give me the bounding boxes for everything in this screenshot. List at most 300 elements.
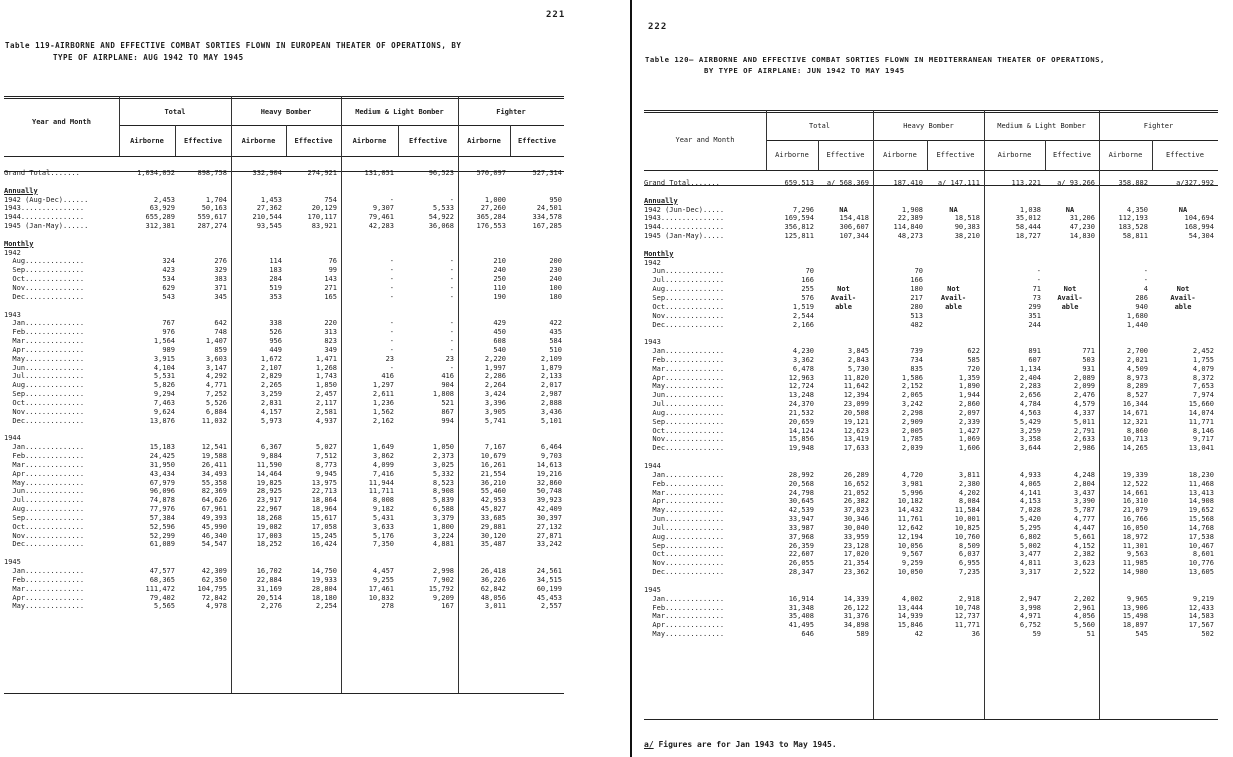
table-cell: 2,283 [1019, 382, 1041, 391]
table-cell: 31,206 [1069, 214, 1095, 223]
table-cell: 976 [162, 328, 175, 337]
table-cell: 4,811 [1019, 559, 1041, 568]
row-label: Feb.............. [4, 575, 85, 584]
row-label: Sep.............. [644, 541, 725, 550]
table-cell: 4,099 [372, 460, 394, 469]
table-cell: 3,862 [372, 452, 394, 460]
table-cell: 423 [162, 266, 175, 275]
row-label: Apr.............. [4, 593, 85, 602]
table-cell: 482 [910, 320, 923, 329]
table-row [644, 453, 1218, 462]
table-cell: 54,304 [1188, 232, 1214, 241]
table-row [644, 259, 1218, 268]
row-label: Monthly [644, 249, 674, 258]
table-cell: 167 [441, 602, 454, 611]
table-cell: Avail- [940, 293, 967, 302]
table-cell: 527,314 [532, 169, 562, 177]
table-cell: 18,897 [1122, 621, 1148, 630]
table-cell: 1,704 [205, 195, 227, 204]
table-cell: 11,711 [368, 487, 394, 496]
table-row [4, 266, 564, 275]
table-cell: 3,259 [260, 390, 282, 399]
table-cell: 17,461 [368, 584, 394, 593]
table-cell: 10,001 [954, 515, 980, 524]
table-cell: 23,917 [256, 496, 282, 505]
table-cell: Not [1063, 285, 1077, 294]
table-cell: 278 [381, 602, 394, 611]
table-cell: 3,623 [1073, 559, 1095, 568]
row-label: Sep.............. [4, 513, 85, 522]
subheader-effective: Effective [936, 151, 975, 159]
row-label: 1945 (Jan-May)..... [644, 232, 725, 241]
table-cell: 2,166 [792, 320, 814, 329]
table-cell: 1,564 [153, 337, 175, 346]
table-row [644, 515, 1218, 524]
table-cell: 50,163 [201, 204, 227, 213]
table-cell: 1,407 [205, 337, 227, 346]
table-cell: 33,959 [843, 532, 869, 541]
table-cell: 15,183 [149, 443, 175, 452]
table-cell: 58,811 [1122, 232, 1148, 241]
footnote-text: Figures are for Jan 1943 to May 1945. [653, 740, 837, 749]
table-cell: 2,961 [1073, 603, 1095, 612]
table-cell: 8,084 [958, 497, 980, 506]
table-cell: 26,289 [843, 470, 869, 479]
row-label: Jul.............. [4, 496, 85, 505]
table-cell: a/ 568,369 [826, 179, 869, 187]
table-cell: 2,089 [1073, 373, 1095, 382]
row-label: Sep.............. [644, 293, 725, 302]
table-row [4, 417, 564, 426]
table-cell: - [449, 345, 454, 354]
table-cell: 4,563 [1019, 408, 1041, 417]
table-cell: 14,613 [536, 460, 562, 469]
table-cell: 9,945 [315, 469, 337, 478]
row-label: Jun.............. [644, 391, 725, 400]
table-cell: 42,953 [480, 496, 506, 505]
table-title-line-1: Table 119-AIRBORNE AND EFFECTIVE COMBAT SORTIES FLOWN IN EUROPEAN THEATER OF OPERATIONS, BY [5, 41, 462, 50]
table-cell: 42,409 [536, 505, 562, 514]
table-cell: 1,297 [372, 381, 394, 390]
table-row [644, 197, 1218, 206]
table-cell: 6,464 [540, 443, 562, 452]
table-cell: 10,776 [1188, 559, 1214, 568]
table-cell: 210 [493, 257, 506, 266]
table-cell: 61,089 [149, 540, 175, 549]
table-cell: - [1036, 276, 1041, 285]
table-row [4, 204, 564, 213]
subheader-airborne: Airborne [997, 151, 1032, 159]
row-label: Feb.............. [4, 328, 85, 337]
table-cell: 8,527 [1126, 391, 1148, 400]
table-row [644, 418, 1218, 427]
table-row [644, 586, 1218, 595]
table-cell: 3,011 [484, 602, 506, 611]
row-label: Dec.............. [644, 320, 725, 329]
row-label: Grand Total....... [644, 179, 720, 187]
table-cell: 34,493 [201, 469, 227, 478]
table-cell: 748 [214, 328, 227, 337]
table-cell: 3,477 [1019, 550, 1041, 559]
table-cell: - [389, 275, 394, 284]
table-cell: 23 [385, 354, 394, 363]
table-cell: 2,298 [901, 408, 923, 417]
table-cell: a/ 147,111 [937, 179, 980, 187]
table-cell: 12,522 [1122, 479, 1148, 488]
table-cell: 5,295 [1019, 523, 1041, 532]
table-title-line-1: Table 120— AIRBORNE AND EFFECTIVE COMBAT SORTIES FLOWN IN MEDITERRANEAN THEATER OF OPERATIONS, [645, 55, 1105, 64]
table-cell: 18,972 [1122, 532, 1148, 541]
row-label: Mar.............. [4, 584, 85, 593]
table-cell: 42,539 [788, 506, 814, 515]
table-cell: 11,642 [843, 382, 869, 391]
table-cell: 16,261 [480, 460, 506, 469]
table-cell: 14,768 [1188, 523, 1214, 532]
subheader-airborne: Airborne [241, 137, 276, 145]
table-cell: 4,720 [901, 470, 923, 479]
table-cell: 63,929 [149, 204, 175, 213]
table-cell: - [389, 328, 394, 337]
page-number: 222 [648, 22, 668, 32]
table-cell: 345 [214, 292, 227, 301]
table-cell: 11,761 [897, 515, 923, 524]
table-cell: 9,219 [1192, 594, 1214, 603]
row-label: Sep.............. [644, 417, 725, 426]
table-cell: 14,980 [1122, 568, 1148, 577]
table-cell: 4,937 [315, 416, 337, 425]
table-cell: 114,840 [893, 223, 923, 232]
table-cell: 435 [549, 328, 562, 337]
subheader-airborne: Airborne [1108, 151, 1143, 159]
table-row [644, 382, 1218, 391]
table-cell: 2,831 [260, 398, 282, 407]
table-cell: 3,603 [205, 354, 227, 363]
table-cell: 67,979 [149, 478, 175, 487]
table-cell: 10,713 [1122, 435, 1148, 444]
table-cell: - [1143, 267, 1148, 276]
row-label: 1944 [644, 462, 661, 470]
table-cell: 1,850 [315, 381, 337, 390]
row-label: Apr.............. [644, 621, 725, 630]
table-cell: 6,478 [792, 364, 814, 373]
table-cell: 110 [493, 283, 506, 292]
table-row [4, 364, 564, 373]
row-label: Sep.............. [4, 390, 85, 399]
row-label: Dec.............. [4, 416, 85, 425]
data-table [644, 110, 1218, 722]
table-cell: 543 [162, 292, 175, 301]
table-cell: 351 [1028, 311, 1041, 320]
table-cell: 33,685 [480, 513, 506, 522]
table-cell: 10,050 [897, 568, 923, 577]
table-cell: 1,800 [432, 522, 454, 531]
table-cell: 15,856 [788, 435, 814, 444]
table-cell: - [449, 319, 454, 328]
table-cell: - [389, 283, 394, 292]
table-cell: 2,611 [372, 390, 394, 399]
table-cell: 767 [162, 319, 175, 328]
table-cell: 96,096 [149, 487, 175, 496]
table-cell: 35,012 [1015, 214, 1041, 223]
table-cell: 3,358 [1019, 435, 1041, 444]
table-cell: 27,871 [536, 531, 562, 540]
row-label: 1943............... [4, 204, 85, 213]
row-label: Nov.............. [4, 531, 85, 540]
table-row [644, 312, 1218, 321]
table-cell: 20,508 [843, 408, 869, 417]
table-cell: 1,268 [315, 363, 337, 372]
table-row [4, 249, 564, 258]
table-cell: 20,514 [256, 593, 282, 602]
table-cell: 14,830 [1069, 232, 1095, 241]
table-cell: 255 [801, 285, 814, 294]
table-row [644, 427, 1218, 436]
table-cell: 77,976 [149, 505, 175, 514]
table-row [4, 275, 564, 284]
table-cell: 1,519 [792, 302, 814, 311]
row-label: Jun.............. [4, 487, 85, 496]
table-cell: 22,389 [897, 214, 923, 223]
table-cell: Not [837, 285, 850, 294]
row-label: Oct.............. [4, 275, 85, 284]
table-cell: 534 [162, 275, 175, 284]
table-cell: 17,058 [311, 522, 337, 531]
table-row [644, 214, 1218, 223]
table-cell: 8,908 [432, 487, 454, 496]
table-row [644, 232, 1218, 241]
table-cell: 19,948 [788, 444, 814, 453]
table-cell: 5,027 [315, 443, 337, 452]
table-cell: 107,344 [839, 232, 869, 241]
table-cell: 286 [1135, 293, 1148, 302]
table-row [4, 240, 564, 249]
table-row [4, 514, 564, 523]
table-cell: - [389, 266, 394, 275]
table-cell: 180 [549, 292, 562, 301]
table-cell: 7,252 [205, 390, 227, 399]
table-cell: 4,104 [153, 363, 175, 372]
table-cell: 2,998 [432, 566, 454, 575]
row-label: Mar.............. [644, 364, 725, 373]
table-title-line-2: BY TYPE OF AIRPLANE: JUN 1942 TO MAY 1945 [704, 66, 905, 75]
table-cell: Not [947, 285, 960, 294]
table-cell: 299 [1028, 302, 1041, 311]
table-row [4, 523, 564, 532]
table-row [4, 594, 564, 603]
table-cell: 4,337 [1073, 408, 1095, 417]
table-cell: 114 [269, 257, 282, 266]
table-cell: 3,390 [1073, 497, 1095, 506]
table-cell: 2,791 [1073, 426, 1095, 435]
table-row [644, 497, 1218, 506]
table-row [644, 550, 1218, 559]
row-label: 1944............... [644, 223, 725, 232]
row-label: Aug.............. [4, 505, 85, 514]
table-cell: 4,978 [205, 602, 227, 611]
table-cell: 79,461 [368, 213, 394, 222]
table-cell: 19,082 [256, 522, 282, 531]
table-cell: 3,317 [1019, 568, 1041, 577]
table-cell: 8,372 [1192, 373, 1214, 382]
table-row [644, 276, 1218, 285]
table-cell: 26,418 [480, 566, 506, 575]
table-cell: 12,321 [1122, 417, 1148, 426]
table-cell: 17,633 [843, 444, 869, 453]
year-month-header: Year and Month [675, 136, 735, 144]
table-cell: 166 [910, 276, 923, 285]
table-row [644, 524, 1218, 533]
table-row [4, 452, 564, 461]
table-cell: 1,672 [260, 354, 282, 363]
table-cell: - [389, 337, 394, 346]
row-label: Oct.............. [644, 550, 725, 559]
table-cell: 9,182 [372, 505, 394, 514]
table-cell: Avail- [1170, 293, 1196, 302]
table-cell: 9,567 [901, 550, 923, 559]
table-row [644, 480, 1218, 489]
table-row [4, 470, 564, 479]
table-cell: - [389, 257, 394, 266]
row-label: Aug.............. [4, 257, 85, 266]
table-cell: 1,808 [432, 390, 454, 399]
table-cell: 11,820 [843, 373, 869, 382]
table-cell: 8,973 [1126, 373, 1148, 382]
row-label: Nov.............. [4, 283, 85, 292]
table-row [4, 479, 564, 488]
table-cell: 422 [549, 319, 562, 328]
table-cell: 1,034,052 [137, 169, 175, 177]
table-cell: 10,182 [897, 497, 923, 506]
table-cell: 2,476 [1073, 391, 1095, 400]
table-cell: 15,792 [428, 584, 454, 593]
table-cell: 1,997 [484, 363, 506, 372]
table-cell: 28,992 [788, 470, 814, 479]
table-cell: 165 [324, 292, 337, 301]
table-cell: 9,884 [260, 452, 282, 460]
table-cell: 167,285 [532, 222, 562, 231]
table-cell: 9,717 [1192, 435, 1214, 444]
table-row [644, 612, 1218, 621]
table-cell: 2,099 [1073, 382, 1095, 391]
table-cell: 2,265 [260, 381, 282, 390]
table-cell: 104,694 [1184, 214, 1214, 223]
table-cell: 622 [967, 347, 980, 356]
table-cell: 43,434 [149, 469, 175, 478]
table-cell: - [449, 266, 454, 275]
table-cell: 2,107 [260, 363, 282, 372]
table-row [4, 328, 564, 337]
table-cell: 2,700 [1126, 347, 1148, 356]
table-cell: 1,236 [372, 398, 394, 407]
row-label: Jun.............. [644, 267, 725, 276]
table-cell: 35,487 [480, 540, 506, 549]
table-cell: 7,350 [372, 540, 394, 549]
row-label: Oct.............. [4, 398, 85, 407]
table-cell: NA [949, 205, 958, 214]
row-label: May.............. [644, 382, 725, 391]
table-cell: 3,224 [432, 531, 454, 540]
table-cell: 1,606 [958, 444, 980, 453]
table-cell: 5,839 [432, 496, 454, 505]
row-label: Jan.............. [644, 347, 725, 356]
table-cell: 21,052 [843, 488, 869, 497]
table-cell: 50,748 [536, 487, 562, 496]
table-row [644, 338, 1218, 347]
table-cell: 358,882 [1118, 179, 1148, 187]
table-cell: 26,382 [843, 497, 869, 506]
table-cell: 31,169 [256, 584, 282, 593]
table-cell: 100 [549, 283, 562, 292]
table-cell: 2,804 [1073, 479, 1095, 488]
table-cell: 1,586 [901, 373, 923, 382]
table-cell: 12,433 [1188, 603, 1214, 612]
table-row [644, 595, 1218, 604]
table-cell: 24,561 [536, 566, 562, 575]
table-cell: 166 [801, 276, 814, 285]
table-cell: 57,384 [149, 513, 175, 522]
row-label: Jan.............. [644, 594, 725, 603]
table-cell: 15,846 [897, 621, 923, 630]
table-row [4, 532, 564, 541]
table-cell: 11,584 [954, 506, 980, 515]
table-cell: 17,020 [843, 550, 869, 559]
left-page [0, 0, 614, 757]
table-cell: 2,633 [1073, 435, 1095, 444]
table-cell: 36,068 [428, 222, 454, 231]
row-label: May.............. [4, 478, 85, 487]
table-cell: 19,933 [311, 575, 337, 584]
table-cell: 14,671 [1122, 408, 1148, 417]
table-cell: 1,944 [958, 391, 980, 400]
table-cell: 5,826 [153, 381, 175, 390]
table-cell: 5,332 [432, 469, 454, 478]
table-row [644, 250, 1218, 259]
table-cell: 13,906 [1122, 603, 1148, 612]
row-label: Apr.............. [4, 345, 85, 354]
table-cell: able [1174, 302, 1192, 311]
table-cell: 5,996 [901, 488, 923, 497]
table-cell: 585 [967, 355, 980, 364]
table-cell: 429 [493, 319, 506, 328]
table-cell: 33,987 [788, 523, 814, 532]
table-cell: 2,829 [260, 372, 282, 381]
table-cell: 7,463 [153, 398, 175, 407]
table-cell: 14,432 [897, 506, 923, 515]
table-cell: 9,259 [901, 559, 923, 568]
row-label: Dec.............. [4, 540, 85, 549]
table-cell: 62,350 [201, 575, 227, 584]
table-cell: 2,404 [1019, 373, 1041, 382]
table-cell: 334,578 [532, 213, 562, 222]
table-cell: 5,533 [432, 204, 454, 213]
table-cell: 521 [441, 398, 454, 407]
table-cell: 30,040 [843, 523, 869, 532]
table-cell: able [1061, 302, 1079, 311]
table-cell: 19,339 [1122, 470, 1148, 479]
table-cell: 19,121 [843, 417, 869, 426]
table-row [644, 630, 1218, 639]
table-cell: 82,369 [201, 487, 227, 496]
table-cell: 5,431 [372, 513, 394, 522]
table-cell: 2,452 [1192, 347, 1214, 356]
table-cell: 7,974 [1192, 391, 1214, 400]
table-cell: 30,645 [788, 497, 814, 506]
row-label: May.............. [644, 630, 725, 639]
table-cell: 51 [1086, 630, 1095, 639]
table-cell: - [1036, 267, 1041, 276]
table-cell: 2,276 [260, 602, 282, 611]
table-cell: 14,074 [1188, 408, 1214, 417]
